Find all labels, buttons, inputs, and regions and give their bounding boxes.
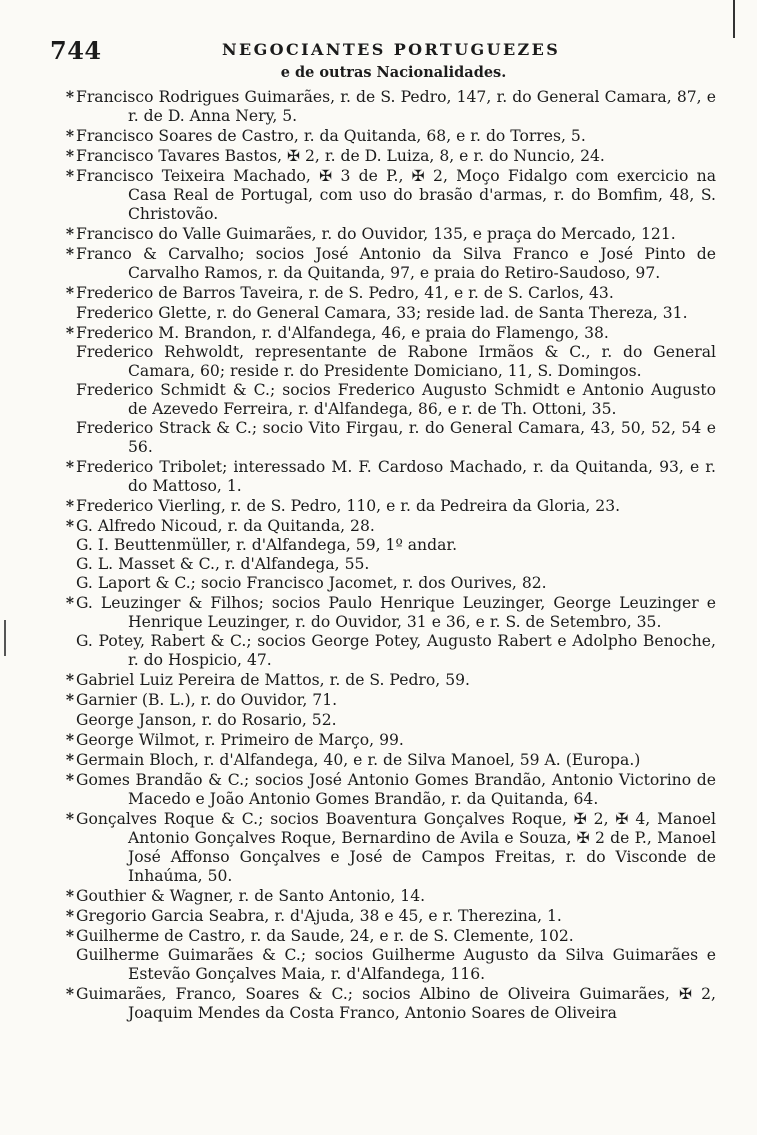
directory-entry [76, 343, 716, 381]
page-title: NEGOCIANTES PORTUGUEZES [222, 40, 561, 59]
entry-text: George Wilmot, r. Primeiro de Março, 99. [76, 730, 404, 749]
directory-entry [65, 749, 716, 770]
entry-text: G. Laport & C.; socio Francisco Jacomet, r. dos Ourives, 82. [76, 574, 547, 593]
entry-marker: * [65, 166, 75, 186]
margin-mark [733, 0, 735, 38]
page-header [0, 34, 757, 65]
entry-text: Gomes Brandão & C.; socios José Antonio Gomes Brandão, Antonio Victorino de Macedo e João Antonio Gomes Brandão, r. da Quitanda, 64. [76, 770, 716, 808]
entry-marker: * [65, 456, 75, 476]
entry-marker: * [65, 808, 75, 828]
entry-marker: * [65, 670, 75, 690]
entry-text: Francisco Rodrigues Guimarães, r. de S. Pedro, 147, r. do General Camara, 87, e r. de D. Anna Nery, 5. [76, 88, 716, 126]
entry-marker: * [65, 984, 75, 1004]
entry-text: George Janson, r. do Rosario, 52. [76, 710, 337, 729]
entry-list [65, 87, 716, 1023]
directory-entry [65, 87, 716, 126]
directory-entry [65, 885, 716, 906]
entry-text: Frederico Glette, r. do General Camara, 33; reside lad. de Santa Thereza, 31. [76, 303, 688, 322]
entry-text: Garnier (B. L.), r. do Ouvidor, 71. [76, 691, 338, 710]
page-subtitle: e de outras Nacionalidades. [280, 64, 507, 81]
entry-marker: * [65, 322, 75, 342]
directory-entry [65, 729, 716, 750]
directory-entry [65, 769, 716, 809]
directory-entry [65, 516, 716, 536]
entry-marker: * [65, 905, 75, 925]
directory-entry [65, 166, 716, 224]
directory-entry [76, 555, 716, 574]
directory-entry [76, 381, 716, 419]
directory-entry [65, 244, 716, 283]
directory-entry [65, 984, 716, 1023]
entry-marker: * [65, 926, 75, 946]
directory-entry [65, 690, 716, 710]
entry-text: Frederico de Barros Taveira, r. de S. Pedro, 41, e r. de S. Carlos, 43. [76, 284, 614, 303]
directory-entry [65, 224, 716, 244]
directory-entry [76, 946, 716, 984]
entry-marker: * [65, 224, 75, 244]
entry-text: G. L. Masset & C., r. d'Alfandega, 55. [76, 555, 370, 574]
directory-entry [76, 632, 716, 670]
page-number: 744 [50, 36, 102, 65]
directory-entry [76, 711, 716, 730]
directory-entry [65, 146, 716, 166]
entry-text: Frederico Schmidt & C.; socios Frederico Augusto Schmidt e Antonio Augusto de Azevedo Ferreira, r. d'Alfandega, 86, e r. de Th. Ottoni, 35. [76, 380, 716, 418]
entry-marker: * [65, 126, 75, 146]
directory-entry [76, 536, 716, 555]
entry-text: Frederico M. Brandon, r. d'Alfandega, 46, e praia do Flamengo, 38. [76, 323, 609, 342]
entry-text: Frederico Strack & C.; socio Vito Firgau, r. do General Camara, 43, 50, 52, 54 e 56. [76, 418, 716, 456]
entry-marker: * [65, 690, 75, 710]
entry-text: Francisco Tavares Bastos, ✠ 2, r. de D. Luiza, 8, e r. do Nuncio, 24. [76, 147, 605, 166]
directory-entry [76, 419, 716, 457]
entry-text: Guilherme de Castro, r. da Saude, 24, e r. de S. Clemente, 102. [76, 927, 574, 946]
directory-entry [65, 322, 716, 343]
margin-mark [4, 620, 6, 656]
directory-entry [65, 808, 716, 886]
entry-marker: * [65, 769, 75, 789]
entry-text: Gonçalves Roque & C.; socios Boaventura Gonçalves Roque, ✠ 2, ✠ 4, Manoel Antonio Gonçalves Roque, Bernardino de Avila e Souza, ✠ 2 de P., Manoel José Affonso Gonçalves e José de Campos Freitas, r. do Visconde de Inhaúma, 50. [76, 809, 716, 885]
entry-marker: * [65, 146, 75, 166]
entry-marker: * [65, 283, 75, 303]
entry-text: Gabriel Luiz Pereira de Mattos, r. de S. Pedro, 59. [76, 671, 470, 690]
directory-entry [65, 926, 716, 946]
entry-marker: * [65, 729, 75, 749]
entry-text: Franco & Carvalho; socios José Antonio da Silva Franco e José Pinto de Carvalho Ramos, r. da Quitanda, 97, e praia do Retiro-Saudoso, 97. [76, 245, 716, 283]
entry-marker: * [65, 87, 75, 106]
entry-marker: * [65, 749, 75, 769]
entry-marker: * [65, 885, 75, 905]
entry-marker: * [65, 516, 75, 536]
entry-marker: * [65, 244, 75, 264]
directory-entry [65, 670, 716, 690]
directory-entry [76, 574, 716, 593]
entry-text: Francisco Soares de Castro, r. da Quitanda, 68, e r. do Torres, 5. [76, 127, 586, 146]
directory-entry [65, 126, 716, 146]
entry-text: G. Leuzinger & Filhos; socios Paulo Henrique Leuzinger, George Leuzinger e Henrique Leuzinger, r. do Ouvidor, 31 e 36, e r. S. de Setembro, 35. [76, 594, 716, 632]
directory-entry [65, 593, 716, 632]
entry-text: Guimarães, Franco, Soares & C.; socios Albino de Oliveira Guimarães, ✠ 2, Joaquim Mendes da Costa Franco, Antonio Soares de Oliveira [76, 985, 716, 1023]
entry-marker: * [65, 593, 75, 613]
directory-entry [65, 456, 716, 496]
directory-entry [76, 304, 716, 323]
entry-text: Gouthier & Wagner, r. de Santo Antonio, 14. [76, 886, 426, 905]
entry-text: Frederico Tribolet; interessado M. F. Cardoso Machado, r. da Quitanda, 93, e r. do Mattoso, 1. [76, 457, 716, 495]
directory-entry [65, 495, 716, 516]
entry-text: Germain Bloch, r. d'Alfandega, 40, e r. de Silva Manoel, 59 A. (Europa.) [76, 750, 641, 769]
entry-text: Guilherme Guimarães & C.; socios Guilherme Augusto da Silva Guimarães e Estevão Gonçalves Maia, r. d'Alfandega, 116. [76, 946, 716, 984]
entry-text: G. Alfredo Nicoud, r. da Quitanda, 28. [76, 517, 375, 536]
directory-entry [65, 905, 716, 926]
entry-marker: * [65, 495, 75, 515]
entry-text: G. I. Beuttenmüller, r. d'Alfandega, 59, 1º andar. [76, 536, 458, 555]
entry-text: Gregorio Garcia Seabra, r. d'Ajuda, 38 e 45, e r. Therezina, 1. [76, 906, 562, 925]
entry-text: Frederico Vierling, r. de S. Pedro, 110, e r. da Pedreira da Gloria, 23. [76, 496, 621, 515]
entry-text: Frederico Rehwoldt, representante de Rabone Irmãos & C., r. do General Camara, 60; reside r. do Presidente Domiciano, 11, S. Domingos. [76, 342, 716, 380]
directory-entry [65, 283, 716, 303]
entry-text: Francisco Teixeira Machado, ✠ 3 de P., ✠ 2, Moço Fidalgo com exercicio na Casa Real de Portugal, com uso do brasão d'armas, r. do Bomfim, 48, S. Christovão. [76, 167, 716, 224]
entry-text: G. Potey, Rabert & C.; socios George Potey, Augusto Rabert e Adolpho Benoche, r. do Hospicio, 47. [76, 632, 716, 670]
entry-text: Francisco do Valle Guimarães, r. do Ouvidor, 135, e praça do Mercado, 121. [76, 225, 676, 244]
